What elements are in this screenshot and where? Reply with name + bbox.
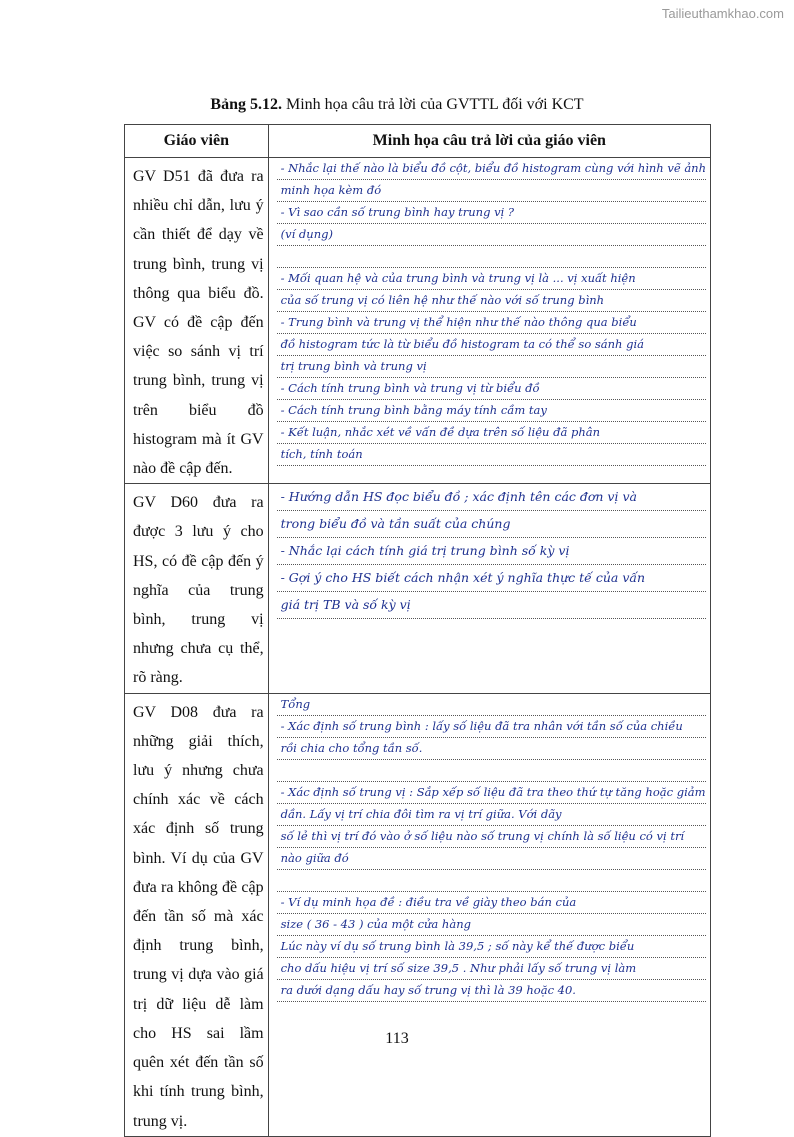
handwritten-line bbox=[277, 870, 706, 892]
handwritten-line: của số trung vị có liên hệ như thế nào với số trung bình bbox=[277, 290, 706, 312]
handwritten-line: nào giữa đó bbox=[277, 848, 706, 870]
handwritten-line: số lẻ thì vị trí đó vào ở số liệu nào số trung vị chính là số liệu có vị trí bbox=[277, 826, 706, 848]
handwritten-line: ra dưới dạng dấu hay số trung vị thì là 39 hoặc 40. bbox=[277, 980, 706, 1002]
handwritten-line bbox=[277, 760, 706, 782]
table-header-row bbox=[125, 125, 711, 158]
teacher-comment: GV D08 đưa ra những giải thích, lưu ý nhưng chưa chính xác về cách xác định số trung bình. Ví dụ của GV đưa ra không đề cập đến tần số mà xác định trung bình, trung vị dựa vào giá trị dữ liệu dễ làm cho HS sai lầm quên xét đến tần số khi tính trung bình, trung vị. bbox=[125, 693, 269, 1136]
header-teacher: Giáo viên bbox=[125, 125, 269, 158]
handwritten-line: - Nhắc lại thế nào là biểu đồ cột, biểu đồ histogram cùng với hình vẽ ảnh bbox=[277, 158, 706, 180]
handwritten-line: - Xác định số trung bình : lấy số liệu đã tra nhân với tần số của chiều bbox=[277, 716, 706, 738]
handwritten-answer bbox=[268, 158, 710, 484]
handwritten-line: minh họa kèm đó bbox=[277, 180, 706, 202]
table-row bbox=[125, 484, 711, 693]
teacher-comment: GV D51 đã đưa ra nhiều chỉ dẫn, lưu ý cần thiết để dạy về trung bình, trung vị thông qua biểu đồ. GV có đề cập đến việc so sánh vị trí trung bình, trung vị trên biểu đồ histogram mà ít GV nào đề cập đến. bbox=[125, 158, 269, 484]
handwritten-answer bbox=[268, 484, 710, 693]
watermark: Tailieuthamkhao.com bbox=[661, 6, 784, 21]
handwritten-line: cho dấu hiệu vị trí số size 39,5 . Như phải lấy số trung vị làm bbox=[277, 958, 706, 980]
caption-text: Minh họa câu trả lời của GVTTL đối với KCT bbox=[285, 96, 584, 113]
handwritten-line: - Cách tính trung bình bằng máy tính cầm tay bbox=[277, 400, 706, 422]
handwritten-line: size ( 36 - 43 ) của một cửa hàng bbox=[277, 914, 706, 936]
handwritten-line: - Trung bình và trung vị thể hiện như thế nào thông qua biểu bbox=[277, 312, 706, 334]
handwritten-line: (ví dụng) bbox=[277, 224, 706, 246]
handwritten-line: trong biểu đồ và tần suất của chúng bbox=[277, 511, 706, 538]
handwritten-line: - Gợi ý cho HS biết cách nhận xét ý nghĩa thực tế của vấn bbox=[277, 565, 706, 592]
handwritten-line: Tổng bbox=[277, 694, 706, 716]
handwritten-line: - Xác định số trung vị : Sắp xếp số liệu đã tra theo thứ tự tăng hoặc giảm bbox=[277, 782, 706, 804]
handwritten-answer bbox=[268, 693, 710, 1136]
header-answers: Minh họa câu trả lời của giáo viên bbox=[268, 125, 710, 158]
handwritten-line: - Kết luận, nhắc xét về vấn đề dựa trên số liệu đã phân bbox=[277, 422, 706, 444]
handwritten-line: đồ histogram tức là từ biểu đồ histogram ta có thể so sánh giá bbox=[277, 334, 706, 356]
handwritten-line: - Vì sao cần số trung bình hay trung vị ? bbox=[277, 202, 706, 224]
handwritten-line: tích, tính toán bbox=[277, 444, 706, 466]
table-body bbox=[125, 158, 711, 1137]
handwritten-line: rồi chia cho tổng tần số. bbox=[277, 738, 706, 760]
handwritten-line: Lúc này ví dụ số trung bình là 39,5 ; số này kể thế được biểu bbox=[277, 936, 706, 958]
handwritten-line: - Nhắc lại cách tính giá trị trung bình số kỳ vị bbox=[277, 538, 706, 565]
handwritten-line: trị trung bình và trung vị bbox=[277, 356, 706, 378]
handwritten-line: giá trị TB và số kỳ vị bbox=[277, 592, 706, 619]
handwritten-line: - Ví dụ minh họa đề : điều tra về giày theo bán của bbox=[277, 892, 706, 914]
handwritten-line: - Mối quan hệ và của trung bình và trung vị là ... vị xuất hiện bbox=[277, 268, 706, 290]
teacher-comment: GV D60 đưa ra được 3 lưu ý cho HS, có đề cập đến ý nghĩa của trung bình, trung vị nhưng chưa cụ thể, rõ ràng. bbox=[125, 484, 269, 693]
table-caption bbox=[0, 96, 794, 114]
handwritten-line: - Hướng dẫn HS đọc biểu đồ ; xác định tên các đơn vị và bbox=[277, 484, 706, 511]
handwritten-line bbox=[277, 246, 706, 268]
table-row bbox=[125, 158, 711, 484]
caption-label: Bảng 5.12. bbox=[210, 96, 282, 113]
handwritten-line: - Cách tính trung bình và trung vị từ biểu đồ bbox=[277, 378, 706, 400]
handwritten-line: dần. Lấy vị trí chia đôi tìm ra vị trí giữa. Với dãy bbox=[277, 804, 706, 826]
answers-table bbox=[124, 124, 711, 1137]
page-number: 113 bbox=[385, 1030, 409, 1047]
table-row bbox=[125, 693, 711, 1136]
